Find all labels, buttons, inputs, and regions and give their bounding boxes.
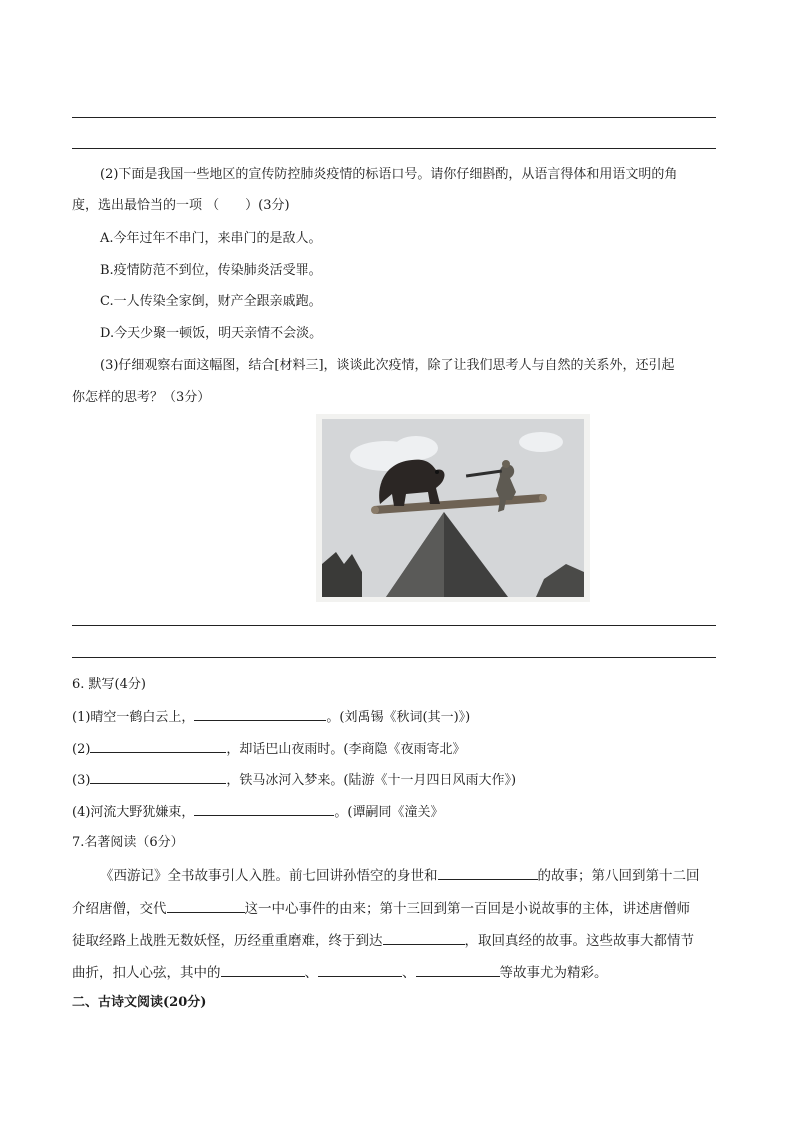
- q6-item-3-pre: (3): [72, 773, 91, 788]
- q6-item-1-post: 。(刘禹锡《秋词(其一)》): [326, 710, 471, 725]
- q5-2-stem-line1: (2)下面是我国一些地区的宣传防控肺炎疫情的标语口号。请你仔细斟酌，从语言得体和用语文明的角: [100, 167, 678, 182]
- q7-text: ，取回真经的故事。这些故事大都情节: [464, 933, 694, 949]
- q6-item-4: [72, 802, 444, 822]
- q6-item-2: [72, 739, 466, 759]
- q7-text: 《西游记》全书故事引人入胜。前七回讲孙悟空的身世和: [100, 868, 438, 884]
- fill-blank[interactable]: [167, 899, 245, 913]
- q6-item-4-pre: (4)河流大野犹嫌束，: [72, 805, 195, 820]
- q7-text: 等故事尤为精彩。: [499, 965, 608, 981]
- q6-item-2-pre: (2): [72, 742, 91, 757]
- q7-paragraph-line4: [72, 963, 608, 982]
- section-2-title: 二、古诗文阅读(20分): [72, 995, 207, 1010]
- q6-item-3: [72, 770, 516, 790]
- q7-paragraph-line3: [72, 931, 694, 950]
- q5-2-option-c: C.一人传染全家倒，财产全跟亲戚跑。: [100, 294, 322, 309]
- fill-blank[interactable]: [221, 963, 305, 977]
- q5-2-option-a: A.今年过年不串门，来串门的是敌人。: [100, 231, 322, 246]
- fill-blank[interactable]: [383, 931, 465, 945]
- fill-blank[interactable]: [318, 963, 402, 977]
- q7-text: 、: [402, 965, 416, 981]
- q7-text: 这一中心事件的由来；第十三回到第一百回是小说故事的主体，讲述唐僧师: [244, 901, 690, 917]
- q6-item-1-pre: (1)晴空一鹤白云上，: [72, 710, 195, 725]
- q5-2-option-b: B.疫情防范不到位，传染肺炎活受罪。: [100, 263, 322, 278]
- q6-item-1: [72, 707, 470, 727]
- q7-text: 徒取经路上战胜无数妖怪，历经重重磨难，终于到达: [72, 933, 383, 949]
- fill-blank[interactable]: [90, 770, 226, 784]
- q6-item-3-post: ，铁马冰河入梦来。(陆游《十一月四日风雨大作》): [226, 773, 517, 788]
- q6-item-2-post: ，却话巴山夜雨时。(李商隐《夜雨寄北》: [226, 742, 466, 757]
- fill-blank[interactable]: [194, 802, 334, 816]
- q7-title: 7.名著阅读（6分）: [72, 835, 184, 850]
- q6-item-4-post: 。(谭嗣同《潼关》: [334, 805, 444, 820]
- q7-paragraph-line1: [100, 866, 700, 885]
- q5-3-stem-line1: (3)仔细观察右面这幅图，结合[材料三]，谈谈此次疫情，除了让我们思考人与自然的关系外，还引起: [100, 358, 675, 373]
- fill-blank[interactable]: [194, 707, 326, 721]
- q7-text: 介绍唐僧，交代: [72, 901, 167, 917]
- q7-text: 的故事；第八回到第十二回: [537, 868, 700, 884]
- q7-text: 曲折，扣人心弦，其中的: [72, 965, 221, 981]
- q7-paragraph-line2: [72, 899, 690, 918]
- answer-line-top-2: [72, 148, 716, 149]
- fill-blank[interactable]: [90, 739, 226, 753]
- q6-title: 6. 默写(4分): [72, 677, 146, 692]
- fill-blank[interactable]: [416, 963, 500, 977]
- cartoon-illustration: [316, 414, 590, 602]
- fill-blank[interactable]: [438, 866, 538, 880]
- answer-line-mid-1: [72, 625, 716, 626]
- answer-line-mid-2: [72, 657, 716, 658]
- q5-2-option-d: D.今天少聚一顿饭，明天亲情不会淡。: [100, 326, 323, 341]
- answer-line-top-1: [72, 117, 716, 118]
- q5-3-stem-line2: 你怎样的思考？（3分）: [72, 390, 211, 405]
- q7-text: 、: [304, 965, 318, 981]
- q5-2-stem-line2: 度，选出最恰当的一项 （ ）(3分): [72, 198, 290, 213]
